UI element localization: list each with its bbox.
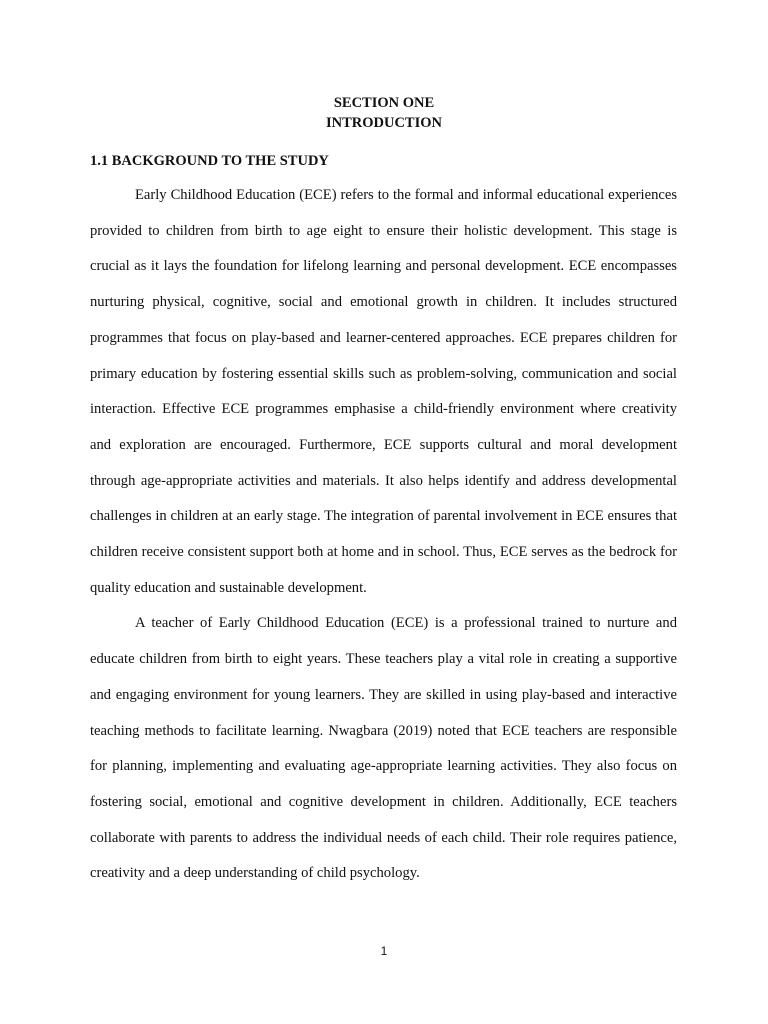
section-label: SECTION ONE — [333, 95, 435, 111]
paragraph-2: A teacher of Early Childhood Education (ECE) is a professional trained to nurture and educate children from birth to eight years. These teachers play a vital role in creating a supportive and engaging environment for young learners. They are skilled in using play-based and interactive teaching methods to facilitate learning. Nwagbara (2019) noted that ECE teachers are responsible for planning, implementing and evaluating age-appropriate learning activities. They also focus on fostering social, emotional and cognitive development in children. Additionally, ECE teachers collaborate with parents to address the individual needs of each child. Their role requires patience, creativity and a deep understanding of child psychology. — [90, 615, 677, 882]
subheading: 1.1 BACKGROUND TO THE STUDY — [90, 153, 329, 169]
section-title: INTRODUCTION — [325, 115, 442, 131]
body-text — [90, 178, 677, 892]
page-number: 1 — [380, 944, 388, 958]
paragraph-1: Early Childhood Education (ECE) refers to the formal and informal educational experiences provided to children from birth to age eight to ensure their holistic development. This stage is crucial as it lays the foundation for lifelong learning and personal development. ECE encompasses nurturing physical, cognitive, social and emotional growth in children. It includes structured programmes that focus on play-based and learner-centered approaches. ECE prepares children for primary education by fostering essential skills such as problem-solving, communication and social interaction. Effective ECE programmes emphasise a child-friendly environment where creativity and exploration are encouraged. Furthermore, ECE supports cultural and moral development through age-appropriate activities and materials. It also helps identify and address developmental challenges in children at an early stage. The integration of parental involvement in ECE ensures that children receive consistent support both at home and in school. Thus, ECE serves as the bedrock for quality education and sustainable development. — [90, 187, 677, 596]
